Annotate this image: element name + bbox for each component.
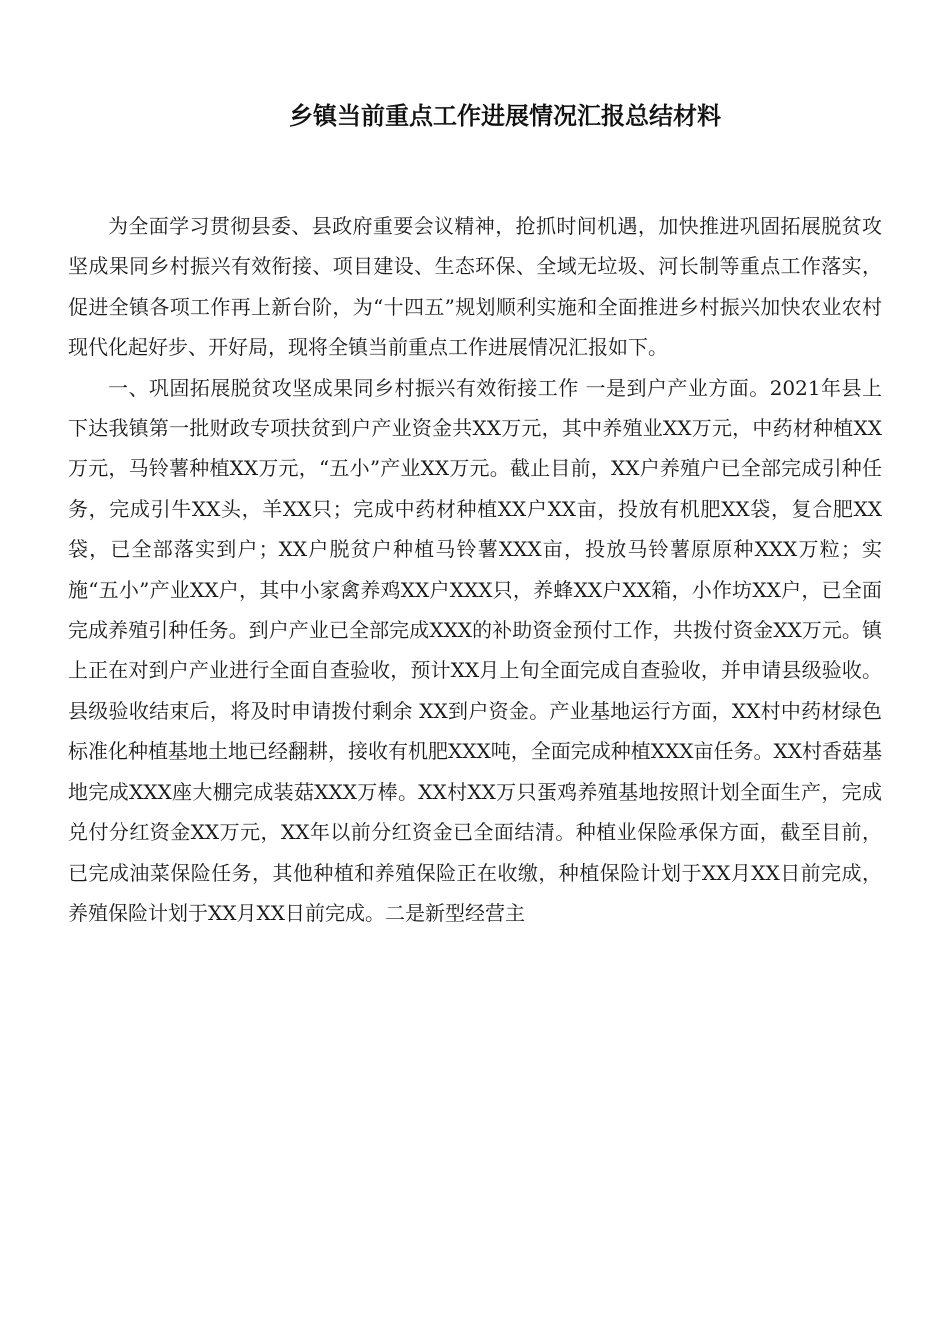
paragraph-section-one: 一、巩固拓展脱贫攻坚成果同乡村振兴有效衔接工作 一是到户产业方面。2021年县上下达我镇第一批财政专项扶贫到户产业资金共XX万元，其中养殖业XX万元，中药材种植XX万元，马铃薯种植XX万元，“五小”产业XX万元。截止目前，XX户养殖户已全部完成引种任务，完成引牛XX头，羊XX只；完成中药材种植XX户XX亩，投放有机肥XX袋，复合肥XX袋，已全部落实到户；XX户脱贫户种植马铃薯XXX亩，投放马铃薯原原种XXX万粒；实施“五小”产业XX户，其中小家禽养鸡XX户XXX只，养蜂XX户XX箱，小作坊XX户，已全面完成养殖引种任务。到户产业已全部完成XXX的补助资金预付工作，共拨付资金XX万元。镇上正在对到户产业进行全面自查验收，预计XX月上旬全面完成自查验收，并申请县级验收。县级验收结束后，将及时申请拨付剩余 XX到户资金。产业基地运行方面，XX村中药材绿色标准化种植基地土地已经翻耕，接收有机肥XXX吨，全面完成种植XXX亩任务。XX村香菇基地完成XXX座大棚完成装菇XXX万棒。XX村XX万只蛋鸡养殖基地按照计划全面生产，完成兑付分红资金XX万元，XX年以前分红资金已全面结清。种植业保险承保方面，截至目前，已完成油菜保险任务，其他种植和养殖保险正在收缴，种植保险计划于XX月XX日前完成，养殖保险计划于XX月XX日前完成。二是新型经营主	[68, 375, 882, 925]
paragraph-intro: 为全面学习贯彻县委、县政府重要会议精神，抢抓时间机遇，加快推进巩固拓展脱贫攻坚成果同乡村振兴有效衔接、项目建设、生态环保、全域无垃圾、河长制等重点工作落实，促进全镇各项工作再上新台阶，为“十四五”规划顺利实施和全面推进乡村振兴加快农业农村现代化起好步、开好局，现将全镇当前重点工作进展情况汇报如下。	[68, 214, 882, 360]
document-title: 乡镇当前重点工作进展情况汇报总结材料	[289, 102, 721, 130]
document-body	[68, 206, 882, 933]
